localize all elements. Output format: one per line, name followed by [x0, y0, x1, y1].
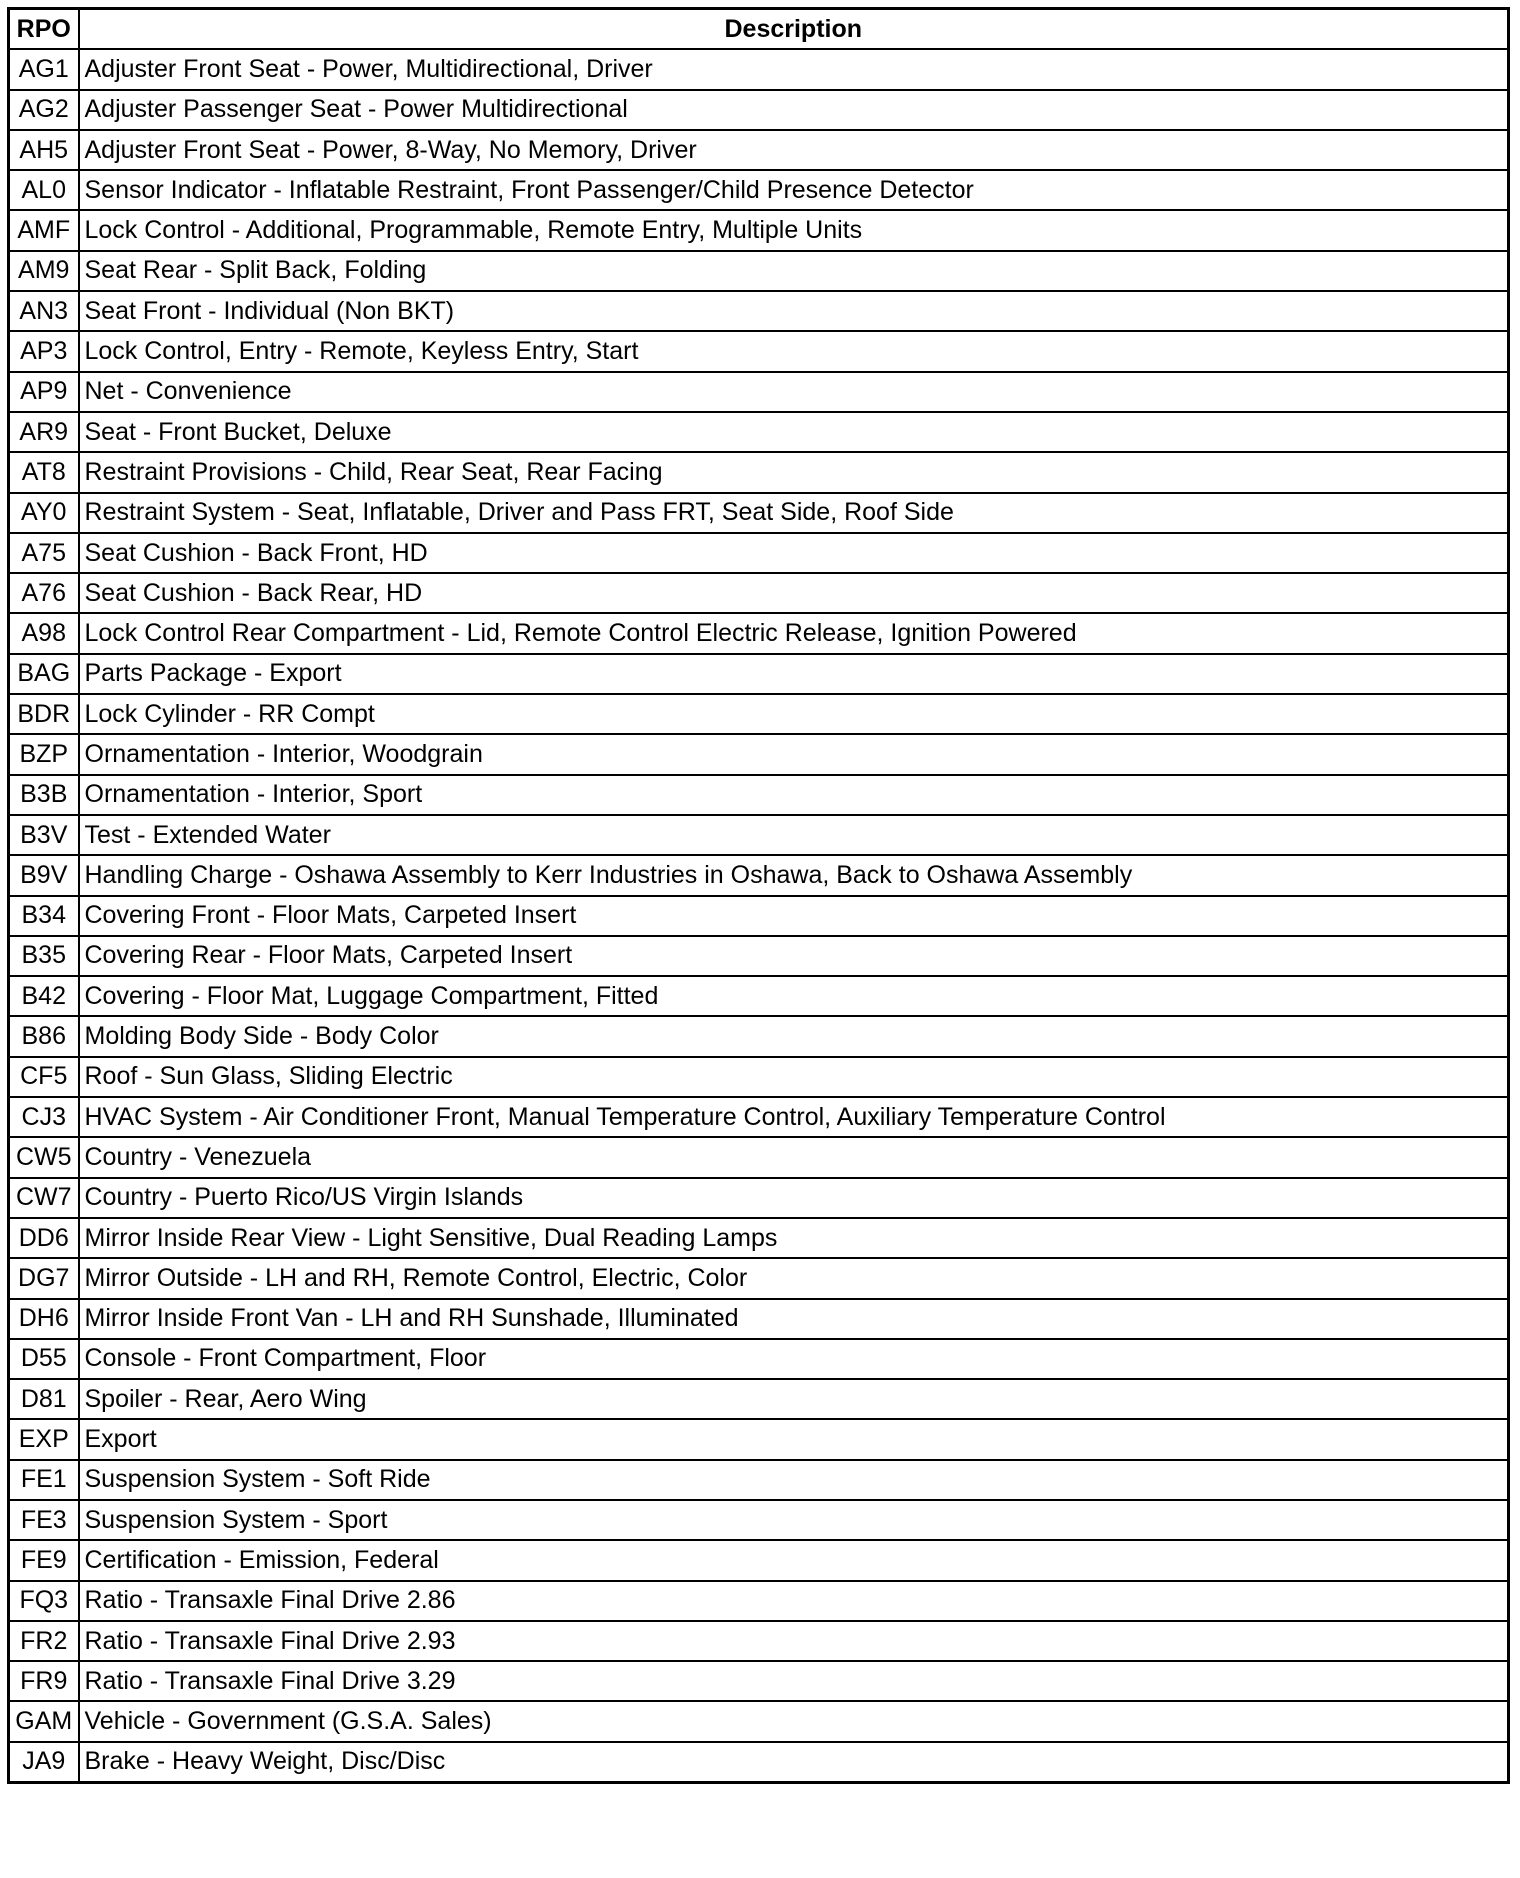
table-row	[9, 1016, 1509, 1056]
rpo-description-cell: Lock Control Rear Compartment - Lid, Remote Control Electric Release, Ignition Powered	[79, 613, 1509, 653]
rpo-code-cell: FE3	[9, 1500, 79, 1540]
table-row	[9, 1339, 1509, 1379]
rpo-description-cell: Country - Puerto Rico/US Virgin Islands	[79, 1178, 1509, 1218]
table-row	[9, 976, 1509, 1016]
rpo-description-cell: Ornamentation - Interior, Woodgrain	[79, 734, 1509, 774]
table-row	[9, 1581, 1509, 1621]
rpo-code-cell: D81	[9, 1379, 79, 1419]
table-header-row	[9, 9, 1509, 50]
rpo-description-cell: Certification - Emission, Federal	[79, 1540, 1509, 1580]
table-row	[9, 734, 1509, 774]
rpo-description-cell: Spoiler - Rear, Aero Wing	[79, 1379, 1509, 1419]
rpo-description-cell: Parts Package - Export	[79, 654, 1509, 694]
rpo-code-cell: BAG	[9, 654, 79, 694]
rpo-code-cell: B9V	[9, 855, 79, 895]
rpo-description-cell: Vehicle - Government (G.S.A. Sales)	[79, 1701, 1509, 1741]
rpo-description-cell: Ratio - Transaxle Final Drive 2.86	[79, 1581, 1509, 1621]
table-row	[9, 170, 1509, 210]
table-row	[9, 1701, 1509, 1741]
rpo-code-cell: AT8	[9, 452, 79, 492]
rpo-code-cell: AR9	[9, 412, 79, 452]
rpo-description-cell: Lock Cylinder - RR Compt	[79, 694, 1509, 734]
rpo-description-cell: Suspension System - Soft Ride	[79, 1460, 1509, 1500]
table-row	[9, 493, 1509, 533]
table-row	[9, 1258, 1509, 1298]
table-row	[9, 452, 1509, 492]
table-row	[9, 130, 1509, 170]
rpo-description-cell: Adjuster Front Seat - Power, Multidirectional, Driver	[79, 49, 1509, 89]
rpo-code-cell: A75	[9, 533, 79, 573]
table-row	[9, 855, 1509, 895]
rpo-description-cell: Mirror Inside Front Van - LH and RH Sunshade, Illuminated	[79, 1299, 1509, 1339]
rpo-description-cell: Covering - Floor Mat, Luggage Compartment, Fitted	[79, 976, 1509, 1016]
rpo-code-cell: AP3	[9, 331, 79, 371]
rpo-description-cell: Sensor Indicator - Inflatable Restraint, Front Passenger/Child Presence Detector	[79, 170, 1509, 210]
rpo-description-cell: Suspension System - Sport	[79, 1500, 1509, 1540]
rpo-code-cell: AH5	[9, 130, 79, 170]
table-row	[9, 896, 1509, 936]
rpo-description-cell: Lock Control - Additional, Programmable, Remote Entry, Multiple Units	[79, 210, 1509, 250]
table-row	[9, 1540, 1509, 1580]
table-row	[9, 1460, 1509, 1500]
rpo-code-cell: FE9	[9, 1540, 79, 1580]
rpo-code-cell: FQ3	[9, 1581, 79, 1621]
rpo-code-cell: AY0	[9, 493, 79, 533]
rpo-code-cell: GAM	[9, 1701, 79, 1741]
rpo-description-cell: Country - Venezuela	[79, 1137, 1509, 1177]
rpo-code-cell: D55	[9, 1339, 79, 1379]
table-row	[9, 1299, 1509, 1339]
rpo-description-cell: Test - Extended Water	[79, 815, 1509, 855]
table-row	[9, 1137, 1509, 1177]
rpo-description-cell: Export	[79, 1419, 1509, 1459]
table-row	[9, 1661, 1509, 1701]
rpo-description-cell: HVAC System - Air Conditioner Front, Manual Temperature Control, Auxiliary Temperature Control	[79, 1097, 1509, 1137]
table-row	[9, 1097, 1509, 1137]
rpo-code-cell: B35	[9, 936, 79, 976]
table-row	[9, 815, 1509, 855]
table-row	[9, 412, 1509, 452]
rpo-code-cell: CW5	[9, 1137, 79, 1177]
rpo-description-cell: Console - Front Compartment, Floor	[79, 1339, 1509, 1379]
table-row	[9, 533, 1509, 573]
rpo-description-cell: Seat - Front Bucket, Deluxe	[79, 412, 1509, 452]
rpo-description-cell: Covering Rear - Floor Mats, Carpeted Insert	[79, 936, 1509, 976]
table-row	[9, 573, 1509, 613]
rpo-description-cell: Mirror Inside Rear View - Light Sensitive, Dual Reading Lamps	[79, 1218, 1509, 1258]
rpo-code-cell: DG7	[9, 1258, 79, 1298]
rpo-description-cell: Ratio - Transaxle Final Drive 3.29	[79, 1661, 1509, 1701]
table-row	[9, 1057, 1509, 1097]
rpo-description-cell: Lock Control, Entry - Remote, Keyless Entry, Start	[79, 331, 1509, 371]
rpo-description-cell: Adjuster Front Seat - Power, 8-Way, No Memory, Driver	[79, 130, 1509, 170]
rpo-code-cell: B86	[9, 1016, 79, 1056]
rpo-code-cell: A98	[9, 613, 79, 653]
table-row	[9, 372, 1509, 412]
table-row	[9, 251, 1509, 291]
rpo-code-cell: DD6	[9, 1218, 79, 1258]
table-row	[9, 1621, 1509, 1661]
table-row	[9, 694, 1509, 734]
rpo-code-cell: CJ3	[9, 1097, 79, 1137]
rpo-code-cell: DH6	[9, 1299, 79, 1339]
rpo-description-cell: Handling Charge - Oshawa Assembly to Kerr Industries in Oshawa, Back to Oshawa Assembly	[79, 855, 1509, 895]
rpo-description-cell: Mirror Outside - LH and RH, Remote Control, Electric, Color	[79, 1258, 1509, 1298]
table-body	[9, 49, 1509, 1782]
rpo-code-cell: A76	[9, 573, 79, 613]
rpo-description-cell: Brake - Heavy Weight, Disc/Disc	[79, 1742, 1509, 1783]
rpo-code-cell: AM9	[9, 251, 79, 291]
rpo-code-cell: B42	[9, 976, 79, 1016]
rpo-code-cell: B3V	[9, 815, 79, 855]
rpo-code-cell: AG1	[9, 49, 79, 89]
rpo-description-cell: Ratio - Transaxle Final Drive 2.93	[79, 1621, 1509, 1661]
table-row	[9, 654, 1509, 694]
rpo-code-cell: FR9	[9, 1661, 79, 1701]
rpo-code-cell: B3B	[9, 775, 79, 815]
rpo-description-cell: Covering Front - Floor Mats, Carpeted Insert	[79, 896, 1509, 936]
rpo-description-cell: Seat Cushion - Back Front, HD	[79, 533, 1509, 573]
table-row	[9, 291, 1509, 331]
table-row	[9, 775, 1509, 815]
rpo-code-cell: AG2	[9, 90, 79, 130]
table-row	[9, 1218, 1509, 1258]
rpo-code-cell: AL0	[9, 170, 79, 210]
rpo-description-cell: Roof - Sun Glass, Sliding Electric	[79, 1057, 1509, 1097]
rpo-code-cell: B34	[9, 896, 79, 936]
rpo-description-cell: Seat Rear - Split Back, Folding	[79, 251, 1509, 291]
rpo-table	[7, 7, 1510, 1784]
rpo-code-cell: CW7	[9, 1178, 79, 1218]
table-row	[9, 936, 1509, 976]
table-row	[9, 1500, 1509, 1540]
rpo-description-cell: Seat Cushion - Back Rear, HD	[79, 573, 1509, 613]
rpo-code-cell: FR2	[9, 1621, 79, 1661]
table-row	[9, 1742, 1509, 1783]
rpo-description-cell: Ornamentation - Interior, Sport	[79, 775, 1509, 815]
table-row	[9, 331, 1509, 371]
rpo-code-cell: AN3	[9, 291, 79, 331]
rpo-description-cell: Seat Front - Individual (Non BKT)	[79, 291, 1509, 331]
rpo-description-cell: Molding Body Side - Body Color	[79, 1016, 1509, 1056]
rpo-code-cell: BDR	[9, 694, 79, 734]
table-row	[9, 210, 1509, 250]
rpo-code-cell: CF5	[9, 1057, 79, 1097]
rpo-code-cell: JA9	[9, 1742, 79, 1783]
table-row	[9, 49, 1509, 89]
rpo-code-cell: AMF	[9, 210, 79, 250]
rpo-description-cell: Adjuster Passenger Seat - Power Multidirectional	[79, 90, 1509, 130]
rpo-description-cell: Net - Convenience	[79, 372, 1509, 412]
rpo-code-cell: BZP	[9, 734, 79, 774]
table-row	[9, 90, 1509, 130]
rpo-code-cell: FE1	[9, 1460, 79, 1500]
table-row	[9, 613, 1509, 653]
rpo-description-cell: Restraint System - Seat, Inflatable, Driver and Pass FRT, Seat Side, Roof Side	[79, 493, 1509, 533]
header-description: Description	[79, 9, 1509, 50]
rpo-code-cell: AP9	[9, 372, 79, 412]
table-row	[9, 1379, 1509, 1419]
table-row	[9, 1419, 1509, 1459]
rpo-description-cell: Restraint Provisions - Child, Rear Seat, Rear Facing	[79, 452, 1509, 492]
rpo-code-cell: EXP	[9, 1419, 79, 1459]
table-row	[9, 1178, 1509, 1218]
header-rpo: RPO	[9, 9, 79, 50]
